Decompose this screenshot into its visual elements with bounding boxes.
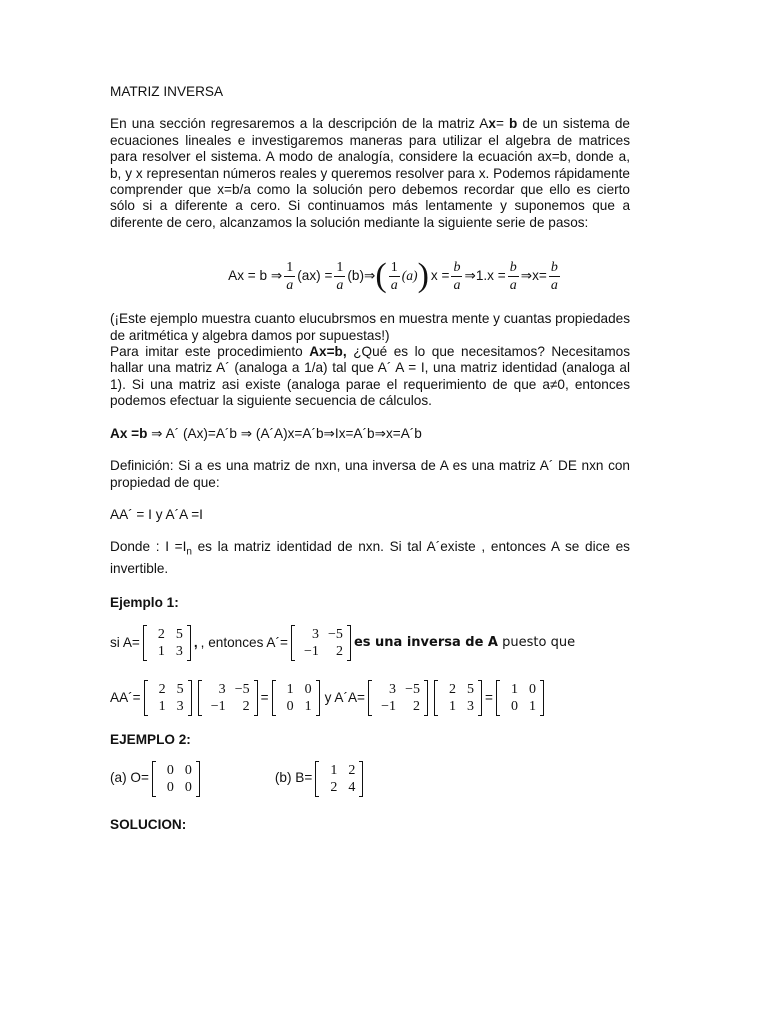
- matrix-cell: 3: [389, 682, 396, 698]
- intro-text-2: de un sistema de ecuaciones lineales e investigaremos maneras para utilizar el algebra de matrices para resolver el sistema. A modo de analogía, considere la ecuación ax=b, donde a, b, y x representan números reales y queremos resolver para x. Podemos rápidamente comprender que x=b/a como la solución pero debemos recordar que ello es cierto sólo si a diferente a cero. Si continuamos más lentamente y suponemos que a diferente de cero, alcanzamos la solución mediante la siguiente serie de pasos:: [110, 116, 630, 230]
- matrix-cell: 0: [184, 762, 192, 778]
- entonces-label: , entonces A´=: [200, 635, 288, 651]
- fraction-b-over-a: $\frac{b}{a}$: [509, 259, 517, 293]
- matrix-b-label: (b) B=: [274, 770, 313, 786]
- example-1-statement: [110, 623, 630, 663]
- matrix-cell: 5: [467, 682, 474, 698]
- donde-subscript: n: [186, 547, 192, 559]
- matrix-cell: 1: [330, 762, 338, 778]
- equals-sign: =: [485, 690, 493, 706]
- matrix-a-inverse: [291, 625, 351, 661]
- steps-formula: [110, 253, 630, 299]
- matrix-cell: 2: [335, 644, 343, 660]
- matrix-cell: 0: [166, 762, 174, 778]
- intro-paragraph: [110, 116, 630, 231]
- example-2-matrices: [110, 759, 630, 799]
- fraction-b-over-a: $\frac{b}{a}$: [550, 259, 558, 293]
- matrix-cell: 1: [449, 699, 456, 715]
- matrix-cell: 0: [286, 699, 294, 715]
- matrix-cell: 1: [510, 682, 518, 698]
- formula-part-1: Ax = b ⇒: [228, 268, 283, 284]
- matrix-cell: −5: [328, 627, 343, 643]
- matrix-cell: 0: [304, 682, 312, 698]
- identity-equation: AA´ = I y A´A =I: [110, 506, 203, 522]
- right-paren: ): [417, 257, 429, 295]
- procedure-paragraph: [110, 344, 630, 410]
- matrix-cell: 2: [158, 682, 166, 698]
- matrix-zero: [152, 761, 200, 797]
- es-inversa-label: es una inversa de A: [353, 635, 498, 651]
- matrix-cell: 1: [286, 682, 294, 698]
- matrix-cell: 3: [218, 682, 226, 698]
- matrix-a: [143, 625, 191, 661]
- matrix-cell: 5: [175, 627, 183, 643]
- matrix-cell: 2: [348, 762, 356, 778]
- comma: ,: [193, 635, 198, 651]
- matrix-cell: 4: [348, 779, 356, 795]
- matrix-cell: −5: [234, 682, 250, 698]
- intro-eq: =: [495, 116, 509, 132]
- matrix-cell: 3: [175, 644, 183, 660]
- matrix-a-inverse: [198, 680, 258, 716]
- donde-text-1: Donde : I =I: [110, 539, 187, 555]
- definition-paragraph: Definición: Si a es una matriz de nxn, una inversa de A es una matriz A´ DE nxn con propiedad de que:: [110, 458, 630, 490]
- intro-x: x: [488, 116, 496, 132]
- fraction-1-over-a: $\frac{1}{a}$: [390, 259, 398, 293]
- example-2-heading: EJEMPLO 2:: [110, 732, 191, 748]
- page-title: MATRIZ INVERSA: [110, 84, 224, 99]
- matrix-cell: 1: [304, 699, 312, 715]
- left-paren: (: [375, 257, 387, 295]
- formula-part-3: (b)⇒: [347, 268, 376, 284]
- matrix-cell: 5: [176, 682, 184, 698]
- matrix-cell: 2: [330, 779, 338, 795]
- si-a-label: si A=: [110, 635, 140, 651]
- example-1-products: [110, 678, 630, 718]
- formula-part-4: (a): [401, 268, 418, 284]
- matrix-cell: 3: [311, 627, 319, 643]
- calculation-chain: [110, 426, 630, 442]
- donde-text-2: es la matriz identidad de nxn. Si tal A´existe , entonces A se dice es invertible.: [110, 539, 630, 577]
- document-page: [110, 84, 630, 833]
- matrix-cell: 2: [449, 682, 456, 698]
- matrix-cell: 2: [413, 699, 420, 715]
- matrix-cell: −1: [381, 699, 396, 715]
- matrix-cell: 0: [528, 682, 536, 698]
- remark-paragraph: (¡Este ejemplo muestra cuanto elucubrsmos en muestra mente y cuantas propiedades de aritmética y algebra damos por supuestas!): [110, 311, 630, 343]
- matrix-identity: [272, 680, 320, 716]
- matrix-cell: −5: [405, 682, 420, 698]
- matrix-a: [144, 680, 192, 716]
- procedure-text-1: Para imitar este procedimiento: [110, 344, 310, 360]
- matrix-o-label: (a) O=: [110, 770, 149, 786]
- matrix-cell: −1: [210, 699, 226, 715]
- matrix-cell: 0: [510, 699, 518, 715]
- matrix-b: [315, 761, 363, 797]
- matrix-cell: 3: [467, 699, 474, 715]
- matrix-cell: 1: [157, 644, 165, 660]
- matrix-identity: [496, 680, 544, 716]
- matrix-cell: 1: [158, 699, 166, 715]
- formula-part-2: (ax) =: [297, 268, 333, 284]
- aa-prime-label: AA´=: [110, 690, 141, 706]
- fraction-1-over-a: $\frac{1}{a}$: [336, 259, 344, 293]
- fraction-b-over-a: $\frac{b}{a}$: [453, 259, 461, 293]
- matrix-cell: −1: [304, 644, 319, 660]
- matrix-a: [434, 680, 482, 716]
- chain-rest: ⇒ A´ (Ax)=A´b ⇒ (A´A)x=A´b⇒Ix=A´b⇒x=A´b: [147, 425, 422, 441]
- intro-b: b: [509, 116, 518, 132]
- fraction-1-over-a: $\frac{1}{a}$: [286, 259, 294, 293]
- y-a-prime-a-label: y A´A=: [324, 690, 365, 706]
- formula-part-7: ⇒x=: [520, 268, 547, 284]
- matrix-cell: 3: [176, 699, 184, 715]
- formula-part-5: x =: [430, 268, 450, 284]
- puesto-que-label: puesto que: [498, 635, 576, 651]
- matrix-cell: 0: [166, 779, 174, 795]
- procedure-bold: Ax=b,: [309, 344, 347, 360]
- matrix-cell: 0: [184, 779, 192, 795]
- chain-bold: Ax =b: [110, 425, 148, 441]
- procedure-text-2: ¿Qué es lo que necesitamos? Necesitamos hallar una matriz A´ (analoga a 1/a) tal que A´ A = I, una matriz identidad (analoga al 1). Si una matriz asi existe (analoga parae el requerimiento de que a≠0, entonces podemos efectuar la siguiente secuencia de cálculos.: [110, 344, 630, 409]
- matrix-cell: 2: [157, 627, 165, 643]
- equals-sign: =: [260, 690, 269, 706]
- matrix-a-inverse: [368, 680, 428, 716]
- matrix-cell: 2: [242, 699, 250, 715]
- example-1-heading: Ejemplo 1:: [110, 594, 179, 610]
- solucion-heading: SOLUCION:: [110, 816, 187, 832]
- formula-part-6: ⇒1.x =: [464, 268, 506, 284]
- donde-paragraph: [110, 539, 630, 578]
- matrix-cell: 1: [528, 699, 536, 715]
- intro-text-1: En una sección regresaremos a la descripción de la matriz A: [110, 116, 489, 132]
